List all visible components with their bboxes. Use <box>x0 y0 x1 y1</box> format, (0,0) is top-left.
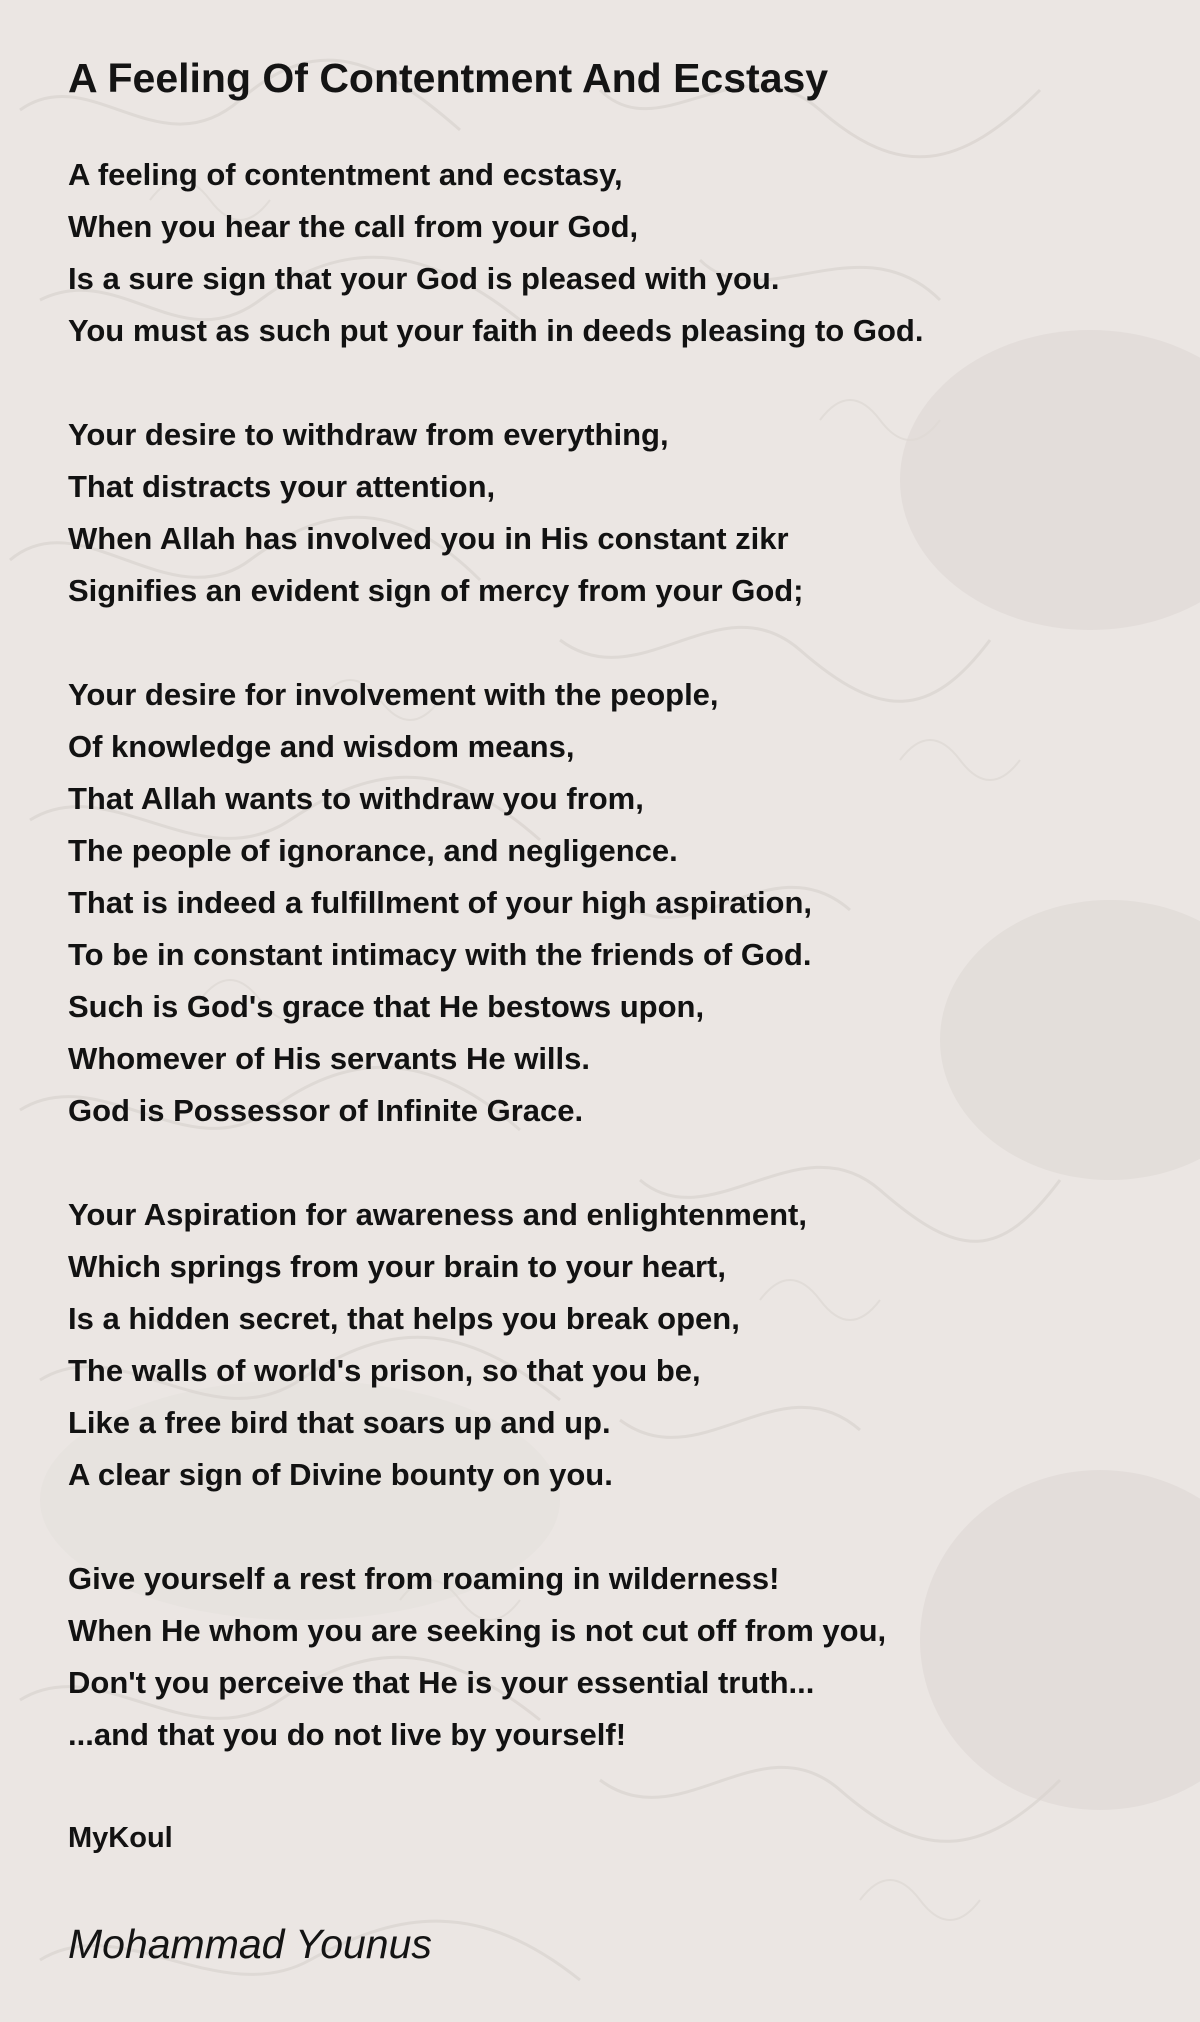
poem-line: When Allah has involved you in His constant zikr <box>68 521 789 556</box>
poem-line: Like a free bird that soars up and up. <box>68 1405 611 1440</box>
poem-line: Your Aspiration for awareness and enlightenment, <box>68 1197 807 1232</box>
poem-line: To be in constant intimacy with the friends of God. <box>68 937 812 972</box>
poem-source: MyKoul <box>68 1822 173 1854</box>
poem-stanza <box>68 669 1148 1137</box>
poem-line: God is Possessor of Infinite Grace. <box>68 1093 584 1128</box>
poem-title: A Feeling Of Contentment And Ecstasy <box>68 55 829 101</box>
poem-line: Whomever of His servants He wills. <box>68 1041 591 1076</box>
poem-body <box>68 149 1148 1813</box>
poem-line: Signifies an evident sign of mercy from your God; <box>68 573 804 608</box>
poem-line: You must as such put your faith in deeds pleasing to God. <box>68 313 924 348</box>
poem-stanza <box>68 409 1148 617</box>
poem-line: Give yourself a rest from roaming in wilderness! <box>68 1561 780 1596</box>
poem-line: Is a sure sign that your God is pleased with you. <box>68 261 780 296</box>
poem-line: The people of ignorance, and negligence. <box>68 833 678 868</box>
poem-line: Which springs from your brain to your heart, <box>68 1249 726 1284</box>
poem-stanza <box>68 1189 1148 1501</box>
poem-line: When He whom you are seeking is not cut off from you, <box>68 1613 887 1648</box>
poem-line: A feeling of contentment and ecstasy, <box>68 157 623 192</box>
poem-author: Mohammad Younus <box>68 1921 432 1967</box>
poem-line: That distracts your attention, <box>68 469 496 504</box>
poem-line: That Allah wants to withdraw you from, <box>68 781 644 816</box>
poem-line: A clear sign of Divine bounty on you. <box>68 1457 613 1492</box>
poem-stanza <box>68 149 1148 357</box>
poem-line: Is a hidden secret, that helps you break open, <box>68 1301 740 1336</box>
poem-line: The walls of world's prison, so that you be, <box>68 1353 701 1388</box>
poem-line: That is indeed a fulfillment of your high aspiration, <box>68 885 813 920</box>
poem-stanza <box>68 1553 1148 1761</box>
poem-line: Your desire for involvement with the people, <box>68 677 719 712</box>
poem-line: Don't you perceive that He is your essential truth... <box>68 1665 815 1700</box>
poem-line: Of knowledge and wisdom means, <box>68 729 575 764</box>
poem-line: ...and that you do not live by yourself! <box>68 1717 627 1752</box>
poem-line: Such is God's grace that He bestows upon, <box>68 989 705 1024</box>
poem-line: When you hear the call from your God, <box>68 209 639 244</box>
poem-line: Your desire to withdraw from everything, <box>68 417 669 452</box>
